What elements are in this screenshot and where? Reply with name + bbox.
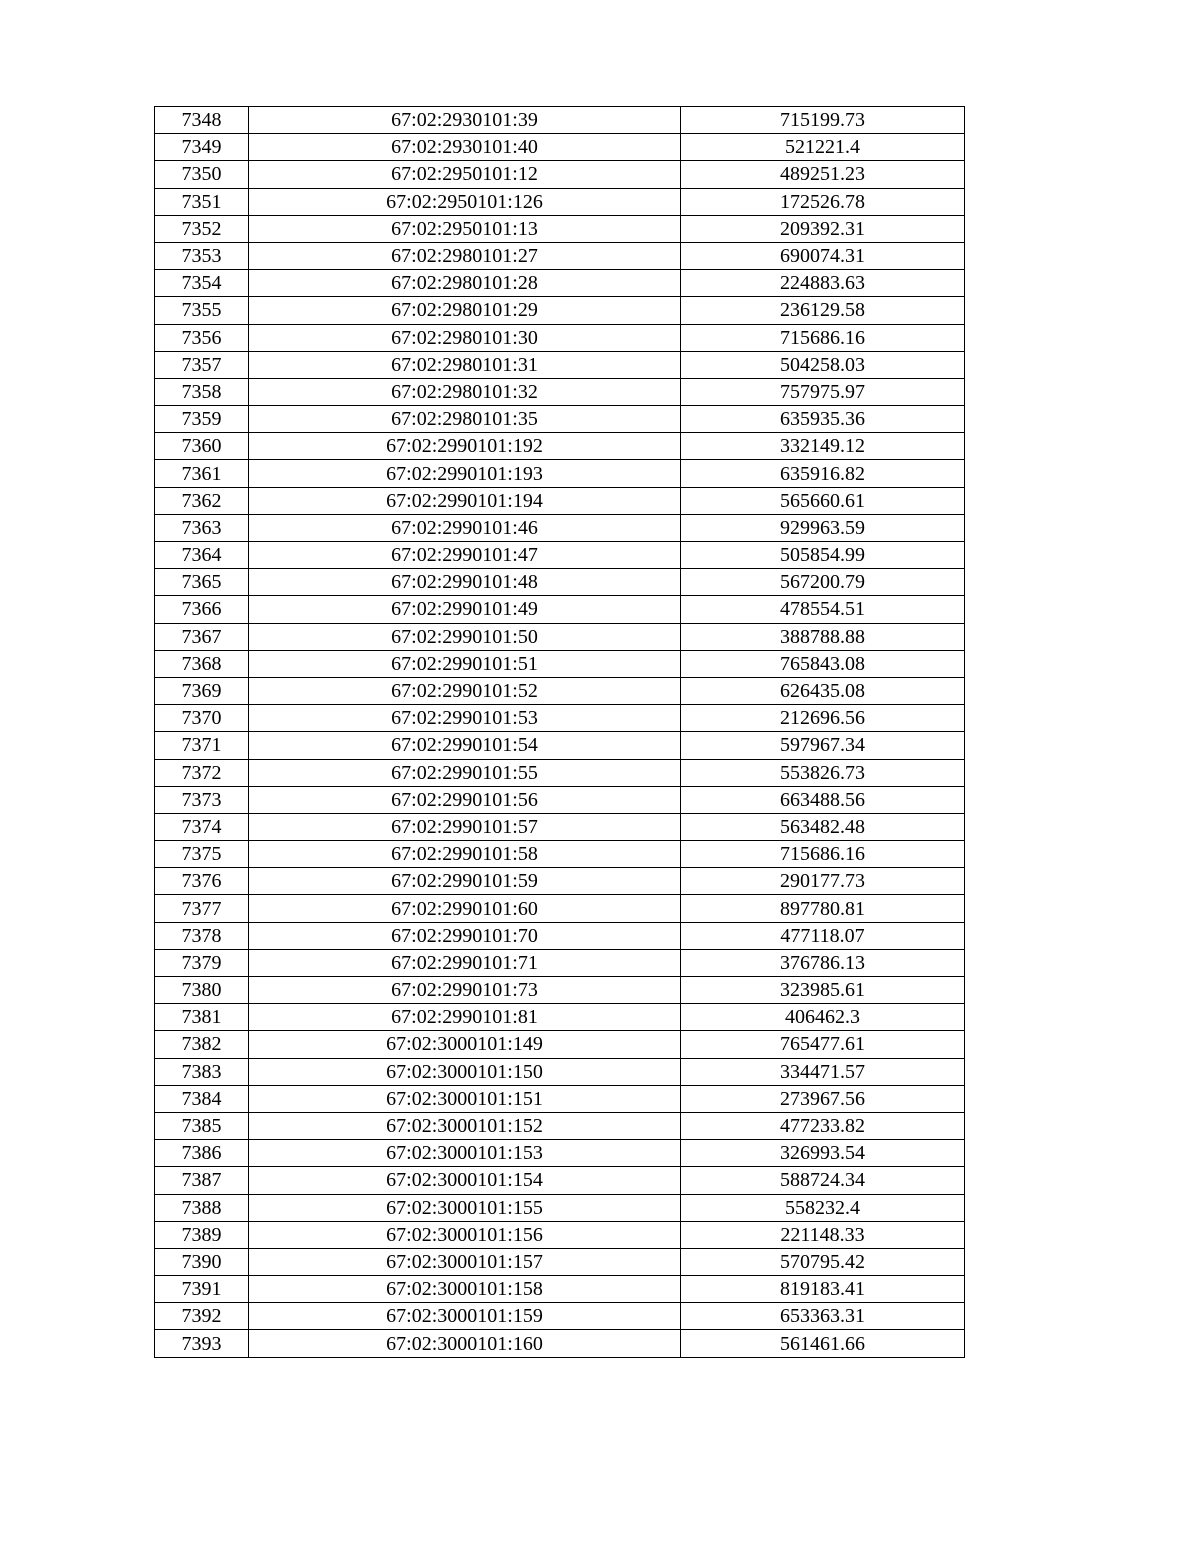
row-number-cell: 7388 (155, 1194, 249, 1221)
value-cell: 567200.79 (681, 569, 965, 596)
row-number-cell: 7357 (155, 351, 249, 378)
value-cell: 406462.3 (681, 1004, 965, 1031)
value-cell: 221148.33 (681, 1221, 965, 1248)
row-number-cell: 7378 (155, 922, 249, 949)
value-cell: 663488.56 (681, 786, 965, 813)
cadastral-number-cell: 67:02:2990101:48 (249, 569, 681, 596)
row-number-cell: 7373 (155, 786, 249, 813)
row-number-cell: 7371 (155, 732, 249, 759)
table-row (155, 188, 965, 215)
value-cell: 477118.07 (681, 922, 965, 949)
cadastral-number-cell: 67:02:3000101:149 (249, 1031, 681, 1058)
cadastral-number-cell: 67:02:2990101:54 (249, 732, 681, 759)
cadastral-number-cell: 67:02:2990101:70 (249, 922, 681, 949)
row-number-cell: 7368 (155, 650, 249, 677)
table-row (155, 514, 965, 541)
cadastral-number-cell: 67:02:2980101:31 (249, 351, 681, 378)
table-row (155, 1004, 965, 1031)
row-number-cell: 7374 (155, 813, 249, 840)
cadastral-number-cell: 67:02:2990101:56 (249, 786, 681, 813)
cadastral-number-cell: 67:02:2950101:126 (249, 188, 681, 215)
cadastral-number-cell: 67:02:3000101:151 (249, 1085, 681, 1112)
value-cell: 504258.03 (681, 351, 965, 378)
value-cell: 521221.4 (681, 134, 965, 161)
value-cell: 326993.54 (681, 1140, 965, 1167)
table-row (155, 1058, 965, 1085)
row-number-cell: 7352 (155, 215, 249, 242)
cadastral-number-cell: 67:02:2990101:193 (249, 460, 681, 487)
cadastral-number-cell: 67:02:2990101:73 (249, 977, 681, 1004)
table-row (155, 1031, 965, 1058)
table-row (155, 324, 965, 351)
row-number-cell: 7393 (155, 1330, 249, 1357)
table-row (155, 1085, 965, 1112)
cadastral-number-cell: 67:02:3000101:150 (249, 1058, 681, 1085)
cadastral-number-cell: 67:02:2990101:58 (249, 841, 681, 868)
value-cell: 505854.99 (681, 542, 965, 569)
table-row (155, 1276, 965, 1303)
row-number-cell: 7389 (155, 1221, 249, 1248)
table-row (155, 949, 965, 976)
cadastral-number-cell: 67:02:2980101:27 (249, 242, 681, 269)
value-cell: 224883.63 (681, 270, 965, 297)
cadastral-number-cell: 67:02:3000101:158 (249, 1276, 681, 1303)
value-cell: 489251.23 (681, 161, 965, 188)
row-number-cell: 7385 (155, 1112, 249, 1139)
row-number-cell: 7390 (155, 1248, 249, 1275)
cadastral-number-cell: 67:02:2990101:52 (249, 677, 681, 704)
table-row (155, 487, 965, 514)
row-number-cell: 7362 (155, 487, 249, 514)
value-cell: 553826.73 (681, 759, 965, 786)
row-number-cell: 7365 (155, 569, 249, 596)
table-row (155, 813, 965, 840)
row-number-cell: 7361 (155, 460, 249, 487)
value-cell: 588724.34 (681, 1167, 965, 1194)
table-row (155, 623, 965, 650)
table-row (155, 1194, 965, 1221)
value-cell: 635935.36 (681, 406, 965, 433)
table-row (155, 1303, 965, 1330)
cadastral-number-cell: 67:02:2990101:47 (249, 542, 681, 569)
cadastral-number-cell: 67:02:2990101:51 (249, 650, 681, 677)
table-row (155, 1140, 965, 1167)
row-number-cell: 7386 (155, 1140, 249, 1167)
row-number-cell: 7356 (155, 324, 249, 351)
cadastral-number-cell: 67:02:2980101:35 (249, 406, 681, 433)
cadastral-number-cell: 67:02:2980101:28 (249, 270, 681, 297)
table-row (155, 732, 965, 759)
cadastral-number-cell: 67:02:2990101:192 (249, 433, 681, 460)
value-cell: 388788.88 (681, 623, 965, 650)
value-cell: 897780.81 (681, 895, 965, 922)
row-number-cell: 7363 (155, 514, 249, 541)
row-number-cell: 7358 (155, 378, 249, 405)
value-cell: 477233.82 (681, 1112, 965, 1139)
cadastral-number-cell: 67:02:2990101:81 (249, 1004, 681, 1031)
table-row (155, 297, 965, 324)
table-row (155, 1248, 965, 1275)
row-number-cell: 7353 (155, 242, 249, 269)
value-cell: 563482.48 (681, 813, 965, 840)
cadastral-number-cell: 67:02:2990101:49 (249, 596, 681, 623)
row-number-cell: 7370 (155, 705, 249, 732)
table-row (155, 786, 965, 813)
value-cell: 561461.66 (681, 1330, 965, 1357)
row-number-cell: 7372 (155, 759, 249, 786)
table-body (155, 107, 965, 1358)
value-cell: 597967.34 (681, 732, 965, 759)
table-row (155, 107, 965, 134)
value-cell: 332149.12 (681, 433, 965, 460)
row-number-cell: 7384 (155, 1085, 249, 1112)
value-cell: 565660.61 (681, 487, 965, 514)
value-cell: 715686.16 (681, 841, 965, 868)
value-cell: 757975.97 (681, 378, 965, 405)
cadastral-number-cell: 67:02:3000101:153 (249, 1140, 681, 1167)
row-number-cell: 7355 (155, 297, 249, 324)
table-row (155, 677, 965, 704)
table-row (155, 542, 965, 569)
cadastral-number-cell: 67:02:2980101:29 (249, 297, 681, 324)
table-row (155, 922, 965, 949)
table-row (155, 705, 965, 732)
row-number-cell: 7369 (155, 677, 249, 704)
table-row (155, 460, 965, 487)
row-number-cell: 7360 (155, 433, 249, 460)
row-number-cell: 7383 (155, 1058, 249, 1085)
cadastral-number-cell: 67:02:2950101:12 (249, 161, 681, 188)
row-number-cell: 7354 (155, 270, 249, 297)
table-row (155, 161, 965, 188)
value-cell: 172526.78 (681, 188, 965, 215)
row-number-cell: 7351 (155, 188, 249, 215)
cadastral-number-cell: 67:02:3000101:157 (249, 1248, 681, 1275)
table-row (155, 351, 965, 378)
value-cell: 478554.51 (681, 596, 965, 623)
cadastral-number-cell: 67:02:3000101:159 (249, 1303, 681, 1330)
table-row (155, 759, 965, 786)
table-row (155, 433, 965, 460)
table-row (155, 134, 965, 161)
value-cell: 209392.31 (681, 215, 965, 242)
value-cell: 819183.41 (681, 1276, 965, 1303)
row-number-cell: 7350 (155, 161, 249, 188)
row-number-cell: 7359 (155, 406, 249, 433)
row-number-cell: 7377 (155, 895, 249, 922)
table-row (155, 378, 965, 405)
row-number-cell: 7366 (155, 596, 249, 623)
cadastral-number-cell: 67:02:2930101:39 (249, 107, 681, 134)
table-row (155, 270, 965, 297)
cadastral-number-cell: 67:02:2990101:46 (249, 514, 681, 541)
data-table (154, 106, 965, 1358)
cadastral-number-cell: 67:02:3000101:156 (249, 1221, 681, 1248)
value-cell: 334471.57 (681, 1058, 965, 1085)
value-cell: 765843.08 (681, 650, 965, 677)
cadastral-number-cell: 67:02:3000101:160 (249, 1330, 681, 1357)
value-cell: 715199.73 (681, 107, 965, 134)
row-number-cell: 7348 (155, 107, 249, 134)
cadastral-number-cell: 67:02:2930101:40 (249, 134, 681, 161)
table-row (155, 1112, 965, 1139)
table-row (155, 650, 965, 677)
cadastral-number-cell: 67:02:3000101:155 (249, 1194, 681, 1221)
value-cell: 212696.56 (681, 705, 965, 732)
row-number-cell: 7367 (155, 623, 249, 650)
row-number-cell: 7391 (155, 1276, 249, 1303)
value-cell: 323985.61 (681, 977, 965, 1004)
cadastral-number-cell: 67:02:2990101:71 (249, 949, 681, 976)
value-cell: 626435.08 (681, 677, 965, 704)
table-row (155, 1330, 965, 1357)
value-cell: 715686.16 (681, 324, 965, 351)
value-cell: 929963.59 (681, 514, 965, 541)
table-row (155, 868, 965, 895)
table-row (155, 215, 965, 242)
value-cell: 236129.58 (681, 297, 965, 324)
table-row (155, 406, 965, 433)
cadastral-number-cell: 67:02:2990101:55 (249, 759, 681, 786)
cadastral-number-cell: 67:02:2990101:53 (249, 705, 681, 732)
value-cell: 653363.31 (681, 1303, 965, 1330)
row-number-cell: 7376 (155, 868, 249, 895)
table-row (155, 569, 965, 596)
cadastral-number-cell: 67:02:2980101:30 (249, 324, 681, 351)
cadastral-number-cell: 67:02:2990101:50 (249, 623, 681, 650)
value-cell: 273967.56 (681, 1085, 965, 1112)
value-cell: 376786.13 (681, 949, 965, 976)
row-number-cell: 7380 (155, 977, 249, 1004)
cadastral-number-cell: 67:02:2990101:60 (249, 895, 681, 922)
cadastral-number-cell: 67:02:3000101:152 (249, 1112, 681, 1139)
table-row (155, 1167, 965, 1194)
row-number-cell: 7387 (155, 1167, 249, 1194)
row-number-cell: 7364 (155, 542, 249, 569)
row-number-cell: 7379 (155, 949, 249, 976)
row-number-cell: 7392 (155, 1303, 249, 1330)
table-row (155, 977, 965, 1004)
cadastral-number-cell: 67:02:2990101:59 (249, 868, 681, 895)
value-cell: 290177.73 (681, 868, 965, 895)
row-number-cell: 7382 (155, 1031, 249, 1058)
cadastral-number-cell: 67:02:2990101:57 (249, 813, 681, 840)
table-row (155, 895, 965, 922)
table-row (155, 1221, 965, 1248)
row-number-cell: 7349 (155, 134, 249, 161)
cadastral-number-cell: 67:02:3000101:154 (249, 1167, 681, 1194)
row-number-cell: 7381 (155, 1004, 249, 1031)
cadastral-number-cell: 67:02:2950101:13 (249, 215, 681, 242)
table-row (155, 596, 965, 623)
table-row (155, 242, 965, 269)
value-cell: 570795.42 (681, 1248, 965, 1275)
value-cell: 765477.61 (681, 1031, 965, 1058)
cadastral-number-cell: 67:02:2990101:194 (249, 487, 681, 514)
value-cell: 635916.82 (681, 460, 965, 487)
cadastral-number-cell: 67:02:2980101:32 (249, 378, 681, 405)
value-cell: 558232.4 (681, 1194, 965, 1221)
row-number-cell: 7375 (155, 841, 249, 868)
table-row (155, 841, 965, 868)
value-cell: 690074.31 (681, 242, 965, 269)
